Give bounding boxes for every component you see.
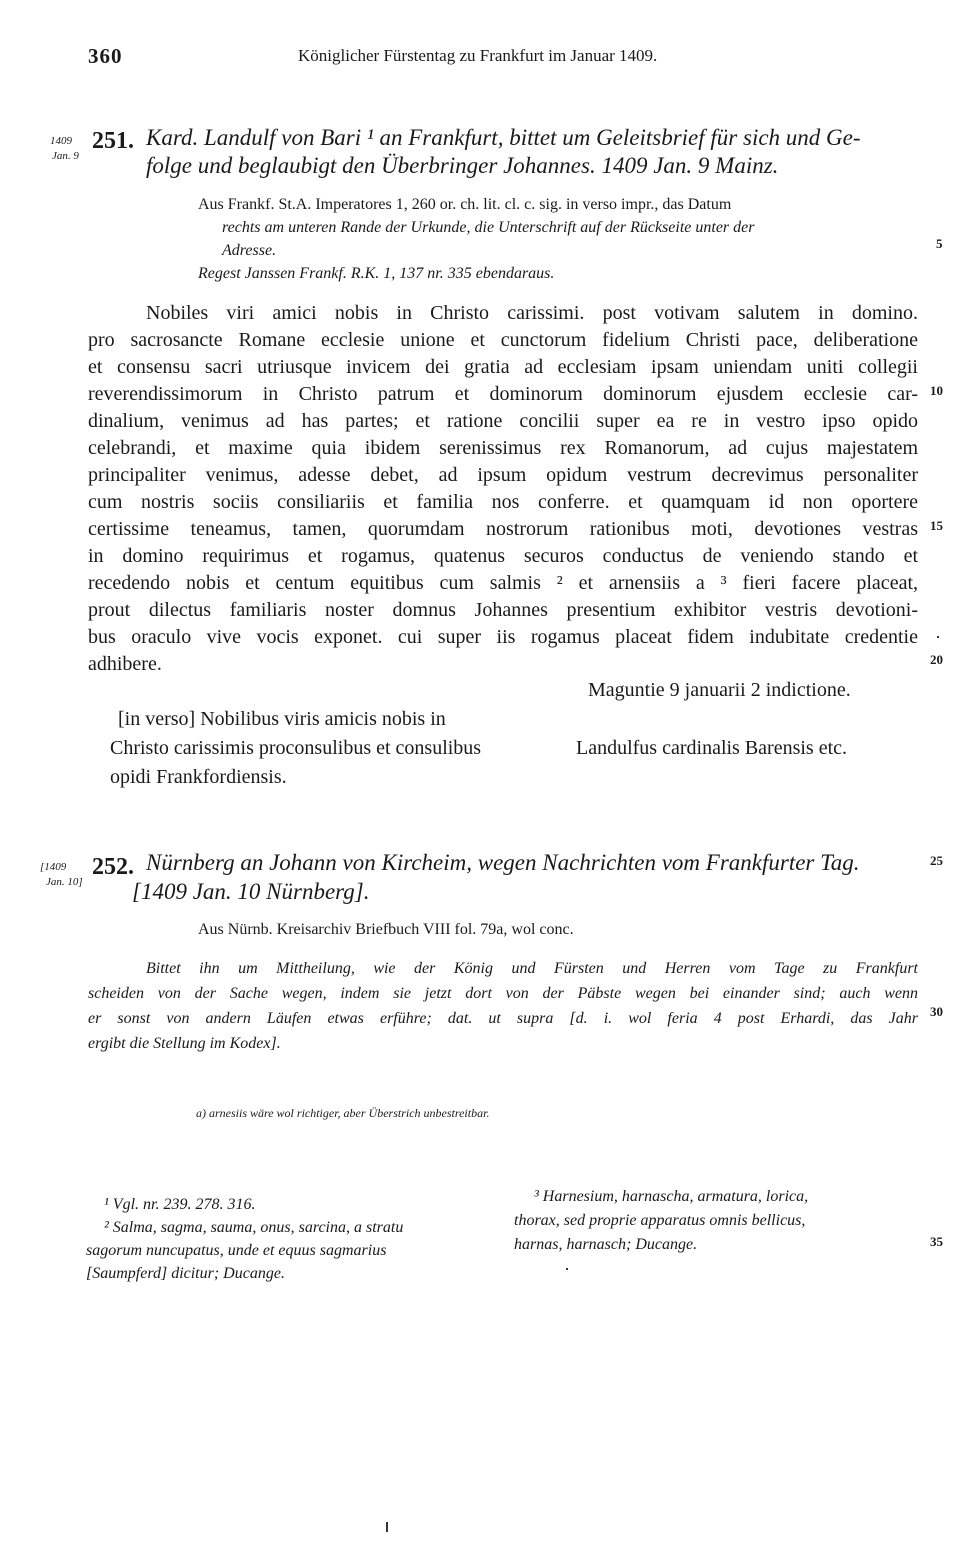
scan-speck xyxy=(386,1522,388,1532)
verso-address-line: [in verso] Nobilibus viris amicis nobis in xyxy=(118,708,446,730)
body-line: cum nostris sociis consiliariis et familia nos conferre. et quamquam id non oportere xyxy=(88,491,918,513)
line-number: 15 xyxy=(930,518,943,533)
body-line: in domino requirimus et rogamus, quatenus securos conductus de veniendo stando et xyxy=(88,545,918,567)
scan-speck xyxy=(566,1268,568,1270)
body-line: principaliter venimus, adesse debet, ad ipsum opidum vestrum decrevimus personaliter xyxy=(88,464,918,486)
page-number: 360 xyxy=(88,44,123,68)
record-title-251-line2: folge und beglaubigt den Überbringer Johannes. 1409 Jan. 9 Mainz. xyxy=(146,153,779,178)
record-title-251-line1: Kard. Landulf von Bari ¹ an Frankfurt, bittet um Geleitsbrief für sich und Ge- xyxy=(146,125,861,150)
regest-line: scheiden von der Sache wegen, indem sie jetzt dort von der Päbste wegen bei einander sind; auch wenn xyxy=(88,985,918,1002)
margin-date-251 xyxy=(50,134,79,164)
body-line: certissime teneamus, tamen, quorumdam nostrorum rationibus moti, devotiones vestras xyxy=(88,518,918,540)
body-line: reverendissimorum in Christo patrum et dominorum dominorum ejusdem ecclesie car- xyxy=(88,383,918,405)
body-line: Nobiles viri amici nobis in Christo carissimi. post votivam salutem in domino. xyxy=(146,302,918,324)
line-number: 20 xyxy=(930,652,943,667)
footnote-left: ¹ Vgl. nr. 239. 278. 316. xyxy=(104,1196,256,1213)
body-line: pro sacrosancte Romane ecclesie unione et cunctorum fidelium Christi pace, deliberatione xyxy=(88,329,918,351)
body-line: adhibere. xyxy=(88,653,162,675)
footnote-right: thorax, sed proprie apparatus omnis bellicus, xyxy=(514,1212,806,1229)
footnote-left: ² Salma, sagma, sauma, onus, sarcina, a stratu xyxy=(104,1219,404,1236)
body-line: celebrandi, et maxime quia ibidem serenissimus rex Romanorum, ad cujus majestatem xyxy=(88,437,918,459)
line-number: 30 xyxy=(930,1004,943,1019)
body-line: prout dilectus familiaris noster domnus Johannes presentium exhibitor vestris devotioni- xyxy=(88,599,918,621)
record-number-251: 251. xyxy=(92,128,134,154)
signature-line: Landulfus cardinalis Barensis etc. xyxy=(576,737,848,759)
line-number: 10 xyxy=(930,383,943,398)
source-line: Aus Frankf. St.A. Imperatores 1, 260 or. ch. lit. cl. c. sig. in verso impr., das Datum xyxy=(198,196,732,213)
verso-address-line: opidi Frankfordiensis. xyxy=(110,766,287,788)
body-line: et consensu sacri utriusque invicem dei gratia ad ecclesiam ipsam uniendam uniti collegii xyxy=(88,356,918,378)
running-title: Königlicher Fürstentag zu Frankfurt im Januar 1409. xyxy=(298,46,658,65)
verso-address-line: Christo carissimis proconsulibus et consulibus xyxy=(110,737,482,759)
record-number-252: 252. xyxy=(92,854,134,880)
source-line: Regest Janssen Frankf. R.K. 1, 137 nr. 335 ebendaraus. xyxy=(198,265,555,282)
body-line: recedendo nobis et centum equitibus cum salmis ² et arnensiis a ³ fieri facere placeat, xyxy=(88,572,918,594)
line-number: 35 xyxy=(930,1234,943,1249)
margin-date-year: [1409 xyxy=(40,861,67,873)
footnote-left: sagorum nuncupatus, unde et equus sagmarius xyxy=(86,1242,387,1259)
footnote-right: ³ Harnesium, harnascha, armatura, lorica, xyxy=(534,1188,809,1205)
footnote-left: [Saumpferd] dicitur; Ducange. xyxy=(86,1265,285,1282)
record-title-252-line2: [1409 Jan. 10 Nürnberg]. xyxy=(132,879,370,904)
margin-date-year: 1409 xyxy=(50,135,72,147)
body-line: bus oraculo vive vocis exponet. cui super iis rogamus placeat fidem indubitate credentie xyxy=(88,626,918,648)
margin-date-day: Jan. 10] xyxy=(46,876,83,888)
scan-speck xyxy=(937,636,939,638)
line-number: 25 xyxy=(930,853,943,868)
regest-line: Bittet ihn um Mittheilung, wie der König und Fürsten und Herren vom Tage zu Frankfurt xyxy=(146,960,918,977)
dating-line: Maguntie 9 januarii 2 indictione. xyxy=(588,679,851,701)
body-line: dinalium, venimus ad has partes; et ratione concilii super ea re in vestro ipso opido xyxy=(88,410,918,432)
margin-date-252 xyxy=(40,860,83,890)
regest-line: ergibt die Stellung im Kodex]. xyxy=(88,1035,281,1052)
line-number: 5 xyxy=(936,236,943,251)
footnote-right: harnas, harnasch; Ducange. xyxy=(514,1236,698,1253)
source-line-252: Aus Nürnb. Kreisarchiv Briefbuch VIII fol. 79a, wol conc. xyxy=(198,921,574,938)
source-line: rechts am unteren Rande der Urkunde, die Unterschrift auf der Rückseite unter der xyxy=(222,219,755,236)
source-line: Adresse. xyxy=(222,242,277,259)
regest-line: er sonst von andern Läufen etwas erführe; dat. ut supra [d. i. wol feria 4 post Erhardi, das Jahr xyxy=(88,1010,918,1027)
record-title-252-line1: Nürnberg an Johann von Kircheim, wegen Nachrichten vom Frankfurter Tag. xyxy=(146,850,860,875)
margin-date-day: Jan. 9 xyxy=(52,150,79,162)
textual-note: a) arnesiis wäre wol richtiger, aber Überstrich unbestreitbar. xyxy=(196,1106,490,1120)
